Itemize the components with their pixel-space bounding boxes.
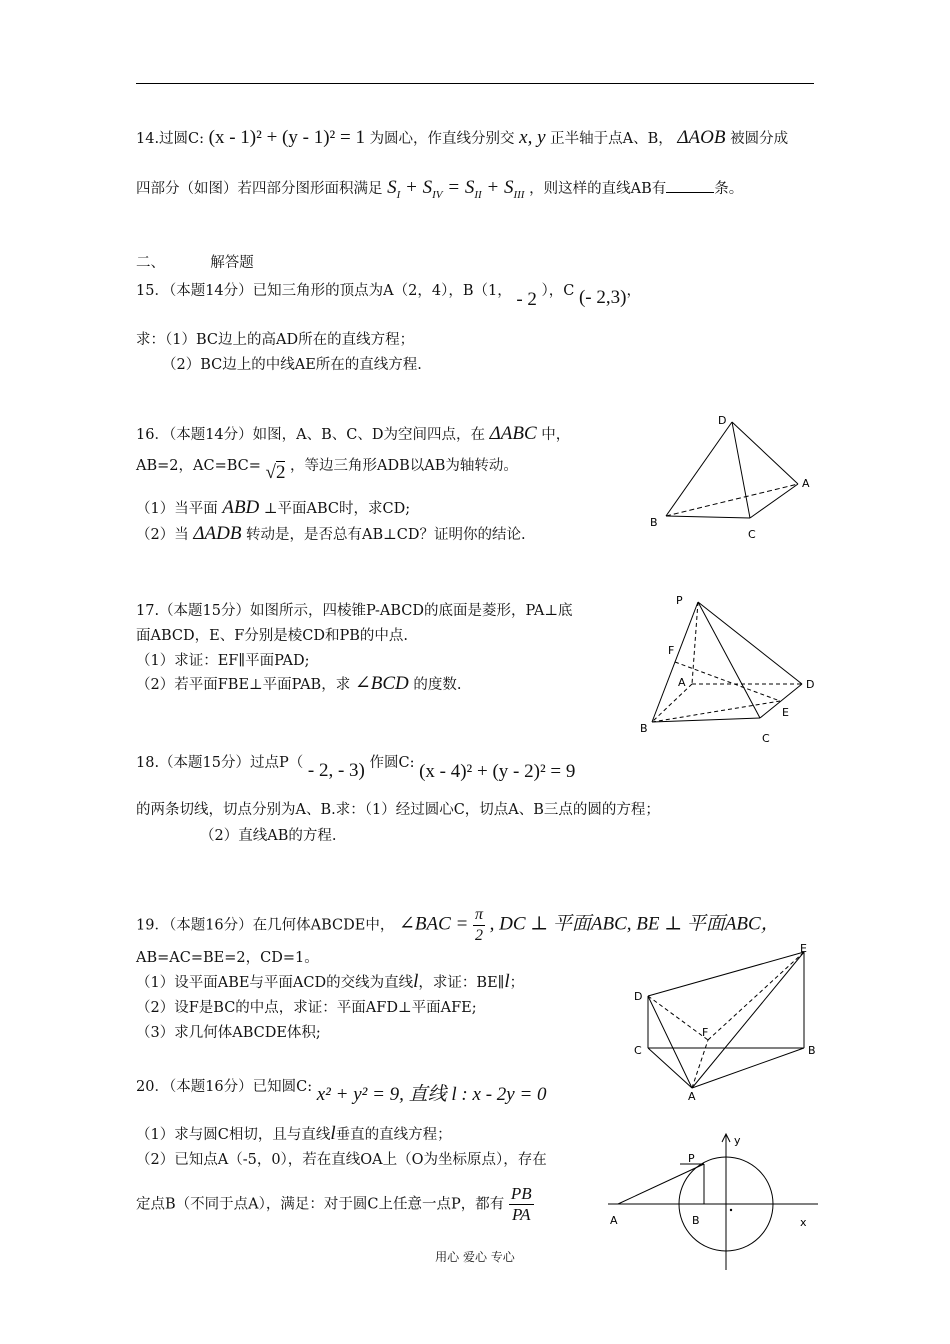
q20-equations: x² + y² = 9, 直线 l : x - 2y = 0 — [316, 1084, 547, 1105]
fig20-label-b: B — [692, 1214, 700, 1227]
q19-line1 — [136, 905, 780, 946]
q18-circle-equation: (x - 4)² + (y - 2)² = 9 — [419, 761, 576, 782]
q17-line2: 面ABCD，E、F分别是棱CD和PB的中点. — [136, 628, 409, 644]
fig17-label-a: A — [678, 676, 686, 689]
q16-text: 16．（本题14分）如图，A、B、C、D为空间四点，在 — [136, 427, 485, 443]
q16-text: （1）当平面 — [136, 501, 218, 517]
q19-line-l: l — [413, 971, 419, 992]
q19-line3 — [136, 972, 524, 993]
q19-pi: π — [473, 905, 485, 926]
fig16-label-d: D — [718, 414, 727, 427]
q15-neg2: - 2 — [516, 289, 537, 310]
q19-text: ，求证：BE∥ — [418, 975, 505, 991]
q14-text: 被圆分成 — [730, 131, 789, 147]
q20-pb: PB — [510, 1184, 532, 1203]
fig20-center-dot — [730, 1209, 732, 1211]
q17-text: 的度数. — [413, 677, 462, 693]
fig17-label-d: D — [806, 678, 815, 691]
q16-sqrt2: √2 — [265, 462, 286, 483]
figure-19-solid — [628, 942, 828, 1102]
q19-text: 19．（本题16分）在几何体ABCDE中， — [136, 917, 395, 934]
q16-text: ⊥平面ABC时，求CD; — [263, 501, 411, 517]
q14-triangle: ΔAOB — [677, 127, 726, 148]
q18-line2: 的两条切线，切点分别为A、B.求：（1）经过圆心C，切点A、B三点的圆的方程； — [136, 802, 660, 818]
q18-line3: （2）直线AB的方程. — [200, 828, 337, 844]
q16-triangle-adb: ΔADB — [193, 523, 242, 544]
q20-line-l: l — [330, 1123, 336, 1144]
q20-line3: （2）已知点A（-5，0），若在直线OA上（O为坐标原点），存在 — [136, 1152, 547, 1168]
q16-text: （2）当 — [136, 527, 189, 543]
q20-line1 — [136, 1076, 547, 1105]
q19-conditions: , DC ⊥ 平面ABC, BE ⊥ 平面ABC， — [489, 913, 780, 935]
fig20-label-y: y — [734, 1134, 741, 1147]
q19-line4: （2）设F是BC的中点，求证：平面AFD⊥平面AFE; — [136, 1000, 477, 1016]
q18-text: 18.（本题15分）过点P（ — [136, 755, 304, 771]
q18-line1 — [136, 752, 576, 782]
q19-text: （1）设平面ABE与平面ACD的交线为直线 — [136, 975, 414, 991]
q20-text: 20．（本题16分）已知圆C: — [136, 1079, 313, 1095]
q16-text: ，等边三角形ADB以AB为轴转动。 — [290, 458, 518, 474]
section-title: 解答题 — [210, 255, 254, 271]
q14-text: 14.过圆C: — [136, 131, 205, 147]
q18-point-p: - 2, - 3) — [307, 760, 365, 781]
q20-line4 — [136, 1184, 534, 1225]
q20-ratio — [509, 1184, 534, 1225]
q14-text: 四部分（如图）若四部分图形面积满足 — [136, 181, 383, 197]
fig17-label-c: C — [762, 732, 770, 745]
q19-line2: AB=AC=BE=2，CD=1。 — [136, 950, 319, 966]
q17-line1: 17.（本题15分）如图所示，四棱锥P-ABCD的底面是菱形，PA⊥底 — [136, 603, 573, 619]
q18-text: 作圆C: — [369, 755, 415, 771]
fig17-label-e: E — [782, 706, 789, 719]
q19-two: 2 — [474, 927, 483, 944]
fig19-label-a: A — [688, 1090, 696, 1102]
fig19-label-e: E — [800, 942, 807, 955]
q15-comma: ， — [626, 283, 641, 299]
header-rule — [136, 83, 814, 84]
q15-text: ），C — [541, 283, 575, 299]
fig16-label-a: A — [802, 477, 810, 490]
fig17-label-b: B — [640, 722, 648, 735]
q20-text: （1）求与圆C相切，且与直线 — [136, 1127, 331, 1143]
q15-line2: 求：（1）BC边上的高AD所在的直线方程； — [136, 332, 415, 348]
q14-text: ，则这样的直线AB有 — [529, 181, 667, 197]
q16-text: 转动是，是否总有AB⊥CD？证明你的结论. — [246, 527, 526, 543]
fig17-label-f: F — [668, 644, 675, 657]
q16-line1 — [136, 424, 570, 445]
q19-angle-bac: ∠BAC = — [398, 913, 469, 935]
q17-line3: （1）求证：EF∥平面PAD; — [136, 653, 310, 669]
q14-answer-blank — [666, 178, 714, 193]
q17-text: （2）若平面FBE⊥平面PAB，求 — [136, 677, 351, 693]
q14-xy: x, y — [519, 127, 546, 148]
q15-text: 15．（本题14分）已知三角形的顶点为A（2，4），B（1， — [136, 283, 512, 299]
fig16-label-c: C — [748, 528, 756, 541]
q16-triangle: ΔABC — [489, 423, 537, 444]
q17-line4 — [136, 674, 461, 695]
q16-sqrt-value: 2 — [275, 462, 286, 483]
q16-text: 中， — [541, 427, 571, 443]
q14-area-condition: $S_I + S_{IV} = S_{II} + S_{III}$ — [387, 177, 525, 201]
fig20-label-x: x — [800, 1216, 807, 1229]
q15-point-c: (- 2,3) — [578, 287, 627, 308]
q19-line-l: l — [504, 971, 510, 992]
q14-line2 — [136, 178, 743, 205]
q15-line1 — [136, 280, 641, 310]
fig20-label-p: P — [688, 1152, 695, 1165]
q19-text: ； — [509, 975, 525, 991]
q17-angle-bcd: ∠BCD — [354, 673, 409, 694]
q14-text: 条。 — [714, 181, 744, 197]
q15-line3: （2）BC边上的中线AE所在的直线方程. — [162, 357, 422, 373]
figure-17-pyramid — [630, 590, 830, 750]
q20-text: 定点B（不同于点A），满足：对于圆C上任意一点P，都有 — [136, 1196, 505, 1213]
q16-line4 — [136, 524, 526, 545]
section-number: 二、 — [136, 255, 165, 271]
q20-text: 垂直的直线方程； — [335, 1127, 452, 1143]
q20-line2 — [136, 1124, 452, 1145]
page-footer: 用心 爱心 专心 — [435, 1250, 515, 1264]
figure-16-tetrahedron — [640, 408, 820, 548]
q19-pi-over-2 — [473, 905, 485, 946]
fig17-label-p: P — [676, 594, 683, 607]
q19-line5: （3）求几何体ABCDE体积; — [136, 1025, 321, 1041]
q16-plane-abd: ABD — [222, 497, 260, 518]
fig20-label-a: A — [610, 1214, 618, 1227]
fig16-label-b: B — [650, 516, 658, 529]
fig19-label-d: D — [634, 990, 643, 1003]
section-heading — [136, 253, 254, 273]
q14-text: 正半轴于点A、B， — [550, 131, 673, 147]
q14-line1 — [136, 128, 788, 149]
fig19-label-f: F — [702, 1026, 709, 1039]
fig19-label-b: B — [808, 1044, 816, 1057]
q16-text: AB=2，AC=BC= — [136, 458, 261, 474]
fig19-label-c: C — [634, 1044, 642, 1057]
q16-line3 — [136, 498, 410, 519]
q14-circle-equation: (x - 1)² + (y - 1)² = 1 — [208, 127, 365, 148]
q20-pa: PA — [511, 1205, 531, 1224]
q14-text: 为圆心，作直线分别交 — [369, 131, 515, 147]
q16-line2 — [136, 455, 518, 483]
